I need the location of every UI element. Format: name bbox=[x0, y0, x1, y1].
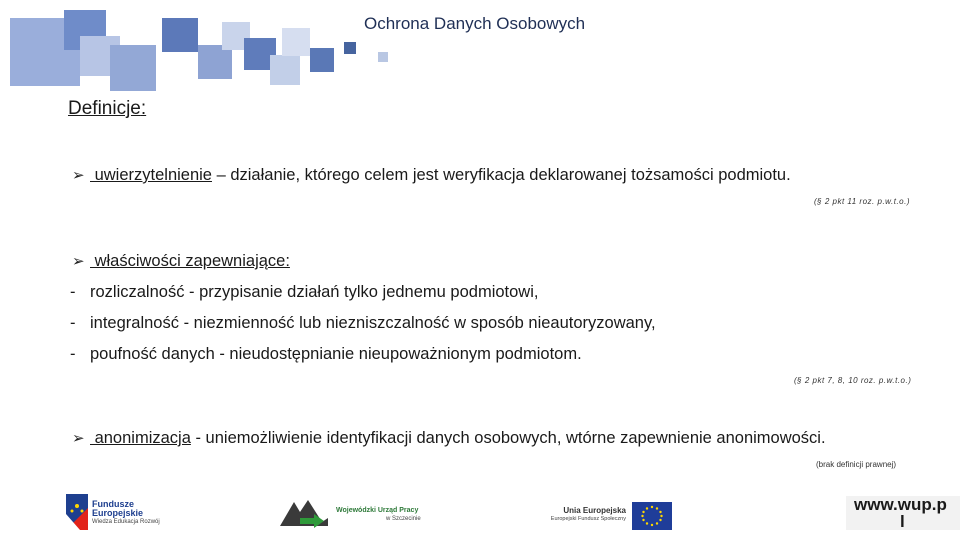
eu-flag bbox=[632, 502, 672, 530]
website-line1: www.wup.p bbox=[854, 496, 947, 514]
arrow-icon: ➢ bbox=[72, 253, 85, 270]
wup-logo-line2: w Szczecinie bbox=[386, 516, 421, 522]
property-item-accountability bbox=[70, 283, 538, 302]
heading-colon: : bbox=[140, 98, 147, 119]
term-label: poufność danych bbox=[90, 345, 215, 363]
legal-reference: (§ 2 pkt 7, 8, 10 roz. p.w.t.o.) bbox=[794, 376, 912, 385]
legal-reference: (brak definicji prawnej) bbox=[816, 460, 897, 469]
ue-logo-line1: Unia Europejska bbox=[563, 506, 626, 515]
term-label: integralność bbox=[90, 314, 179, 332]
term-label: anonimizacja bbox=[90, 429, 191, 447]
fe-logo-line3: Wiedza Edukacja Rozwój bbox=[92, 519, 160, 525]
term-label: rozliczalność bbox=[90, 283, 185, 301]
term-description: - niezmienność lub niezniszczalność w sposób nieautoryzowany, bbox=[178, 314, 656, 332]
eu-logo bbox=[536, 500, 676, 532]
legal-reference: (§ 2 pkt 11 roz. p.w.t.o.) bbox=[814, 197, 910, 206]
fe-logo bbox=[66, 494, 176, 532]
fe-logo-line2: Europejskie bbox=[92, 508, 144, 518]
term-description: - przypisanie działań tylko jednemu podmiotowi, bbox=[184, 283, 539, 301]
term-description: - uniemożliwienie identyfikacji danych osobowych, wtórne zapewnienie anonimowości. bbox=[190, 429, 826, 447]
heading-text: Definicje bbox=[68, 98, 141, 119]
property-item-integrity bbox=[70, 314, 656, 333]
list-dash: - bbox=[70, 283, 76, 301]
ue-logo-line2: Europejski Fundusz Społeczny bbox=[550, 516, 626, 522]
wup-logo bbox=[280, 498, 430, 530]
definition-item-authentication bbox=[72, 166, 791, 185]
term-description: - nieudostępnianie nieupoważnionym podmiotom. bbox=[214, 345, 582, 363]
wup-logo-line1: Wojewódzki Urząd Pracy bbox=[336, 507, 419, 514]
arrow-icon: ➢ bbox=[72, 167, 85, 184]
arrow-icon: ➢ bbox=[72, 430, 85, 447]
definition-item-anonymization bbox=[72, 429, 826, 448]
term-description: – działanie, którego celem jest weryfikacja deklarowanej tożsamości podmiotu. bbox=[211, 166, 791, 184]
section-heading bbox=[68, 98, 146, 120]
property-item-confidentiality bbox=[70, 345, 582, 364]
slide-title: Ochrona Danych Osobowych bbox=[364, 14, 586, 33]
definition-item-properties bbox=[72, 252, 290, 271]
fe-logo-line1: Fundusze bbox=[92, 499, 134, 509]
term-label: właściwości zapewniające: bbox=[90, 252, 290, 270]
list-dash: - bbox=[70, 314, 76, 332]
website-line2: l bbox=[900, 512, 905, 530]
website-link[interactable] bbox=[846, 496, 960, 530]
list-dash: - bbox=[70, 345, 76, 363]
term-label: uwierzytelnienie bbox=[90, 166, 212, 184]
